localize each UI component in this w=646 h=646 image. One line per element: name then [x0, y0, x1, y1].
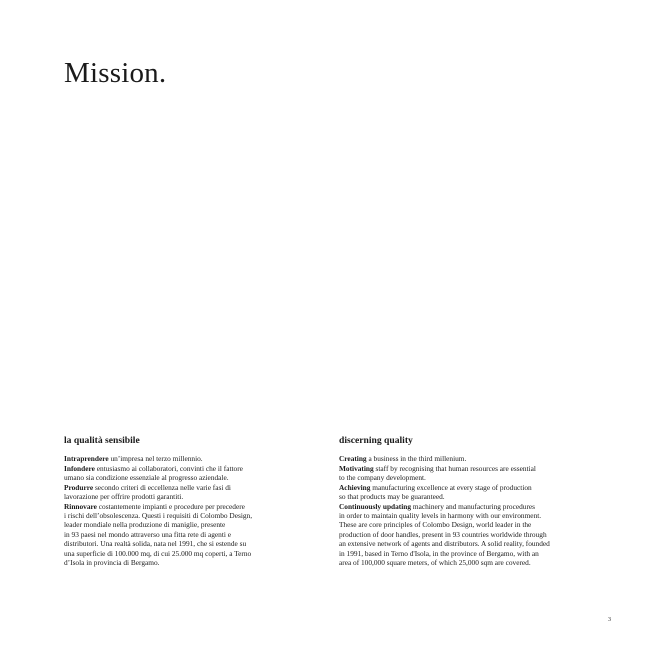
text-line [339, 539, 601, 548]
text-line [64, 549, 326, 558]
text-line [339, 492, 601, 501]
text-line [339, 454, 601, 463]
text-line [339, 483, 601, 492]
bold-keyword: Motivating [339, 463, 374, 473]
line-text: in order to maintain quality levels in harmony with our environment. [339, 510, 542, 520]
line-text: un’impresa nel terzo millennio. [108, 454, 203, 464]
text-line [339, 473, 601, 482]
text-line [64, 454, 326, 463]
line-text: in 1991, based in Terno d'Isola, in the province of Bergamo, with an [339, 548, 539, 558]
text-line [64, 539, 326, 548]
text-line [64, 464, 326, 473]
english-text-column [339, 435, 601, 567]
bold-keyword: Rinnovare [64, 501, 97, 511]
line-text: leader mondiale nella produzione di maniglie, presente [64, 520, 226, 530]
bold-keyword: Continuously updating [339, 501, 412, 511]
line-text: d’Isola in provincia di Bergamo. [64, 557, 160, 567]
bold-keyword: Intraprendere [64, 454, 109, 464]
line-text: in 93 paesi nel mondo attraverso una fitta rete di agenti e [64, 529, 232, 539]
text-line [339, 511, 601, 520]
italian-paragraph [64, 454, 326, 567]
text-line [64, 558, 326, 567]
line-text: machinery and manufacturing procedures [411, 501, 536, 511]
english-paragraph [339, 454, 601, 567]
line-text: una superficie di 100.000 mq, di cui 25.000 mq coperti, a Terno [64, 548, 252, 558]
line-text: to the company development. [339, 473, 426, 483]
text-line [64, 520, 326, 529]
line-text: costantemente impianti e procedure per precedere [96, 501, 245, 511]
text-line [64, 492, 326, 501]
page-number: 3 [608, 617, 611, 623]
text-line [339, 549, 601, 558]
bold-keyword: Creating [339, 454, 367, 464]
line-text: lavorazione per offrire prodotti garantiti. [64, 492, 184, 502]
line-text: production of door handles, present in 93 countries worldwide through [339, 529, 547, 539]
line-text: entusiasmo ai collaboratori, convinti che il fattore [94, 463, 243, 473]
text-line [64, 530, 326, 539]
text-line [64, 511, 326, 520]
english-section-heading: discerning quality [339, 435, 413, 446]
text-line [339, 520, 601, 529]
line-text: so that products may be guaranteed. [339, 492, 445, 502]
text-line [64, 483, 326, 492]
line-text: manufacturing excellence at every stage of production [370, 482, 532, 492]
line-text: i rischi dell’obsolescenza. Questi i requisiti di Colombo Design, [64, 510, 253, 520]
line-text: These are core principles of Colombo Design, world leader in the [339, 520, 532, 530]
line-text: secondo criteri di eccellenza nelle varie fasi di [93, 482, 231, 492]
text-line [64, 473, 326, 482]
page-title: Mission. [64, 57, 167, 89]
bold-keyword: Achieving [339, 482, 371, 492]
line-text: area of 100,000 square meters, of which 25,000 sqm are covered. [339, 557, 531, 567]
text-line [339, 464, 601, 473]
line-text: a business in the third millenium. [366, 454, 467, 464]
text-line [64, 502, 326, 511]
line-text: staff by recognising that human resources are essential [373, 463, 536, 473]
bold-keyword: Infondere [64, 463, 95, 473]
italian-text-column [64, 435, 326, 567]
line-text: an extensive network of agents and distributors. A solid reality, founded [339, 539, 550, 549]
line-text: distributori. Una realtà solida, nata nel 1991, che si estende su [64, 539, 247, 549]
italian-section-heading: la qualità sensibile [64, 435, 140, 446]
text-line [339, 558, 601, 567]
line-text: umano sia condizione essenziale al progresso aziendale. [64, 473, 229, 483]
text-line [339, 502, 601, 511]
bold-keyword: Produrre [64, 482, 94, 492]
text-line [339, 530, 601, 539]
